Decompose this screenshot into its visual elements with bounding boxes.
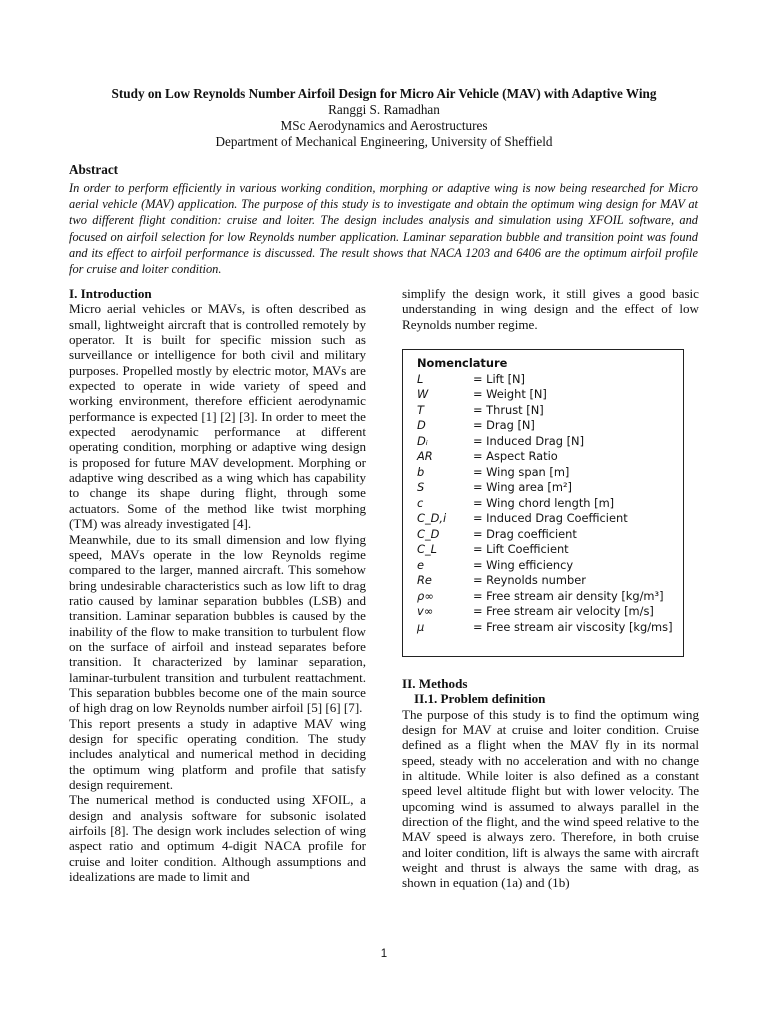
nomenclature-symbol: c — [417, 495, 424, 510]
nomenclature-row — [417, 372, 673, 388]
nomenclature-row — [417, 480, 673, 496]
nomenclature-description: = Wing span [m] — [473, 464, 570, 479]
author-department: Department of Mechanical Engineering, University of Sheffield — [215, 134, 553, 149]
intro-paragraph-4: The numerical method is conducted using XFOIL, a design and analysis software for subsonic isolated airfoils [8]. The design work includes selection of wing aspect ratio and optimum 4-digit NACA profile for cruise and loiter condition. Although assumptions and idealizations are made to limit and — [69, 792, 366, 885]
introduction-heading: I. Introduction — [69, 286, 152, 301]
nomenclature-row — [417, 434, 673, 450]
nomenclature-symbol: C_D,i — [417, 511, 447, 525]
nomenclature-symbol: C_D — [417, 526, 440, 541]
nomenclature-row — [417, 496, 673, 512]
nomenclature-row — [417, 620, 673, 636]
nomenclature-symbol: S — [417, 480, 425, 494]
nomenclature-row — [417, 558, 673, 574]
nomenclature-description: = Free stream air velocity [m/s] — [473, 604, 654, 618]
nomenclature-description: = Wing chord length [m] — [473, 495, 615, 510]
nomenclature-description: = Drag [N] — [473, 418, 535, 432]
abstract-section — [69, 162, 698, 277]
nomenclature-row — [417, 589, 673, 605]
nomenclature-row — [417, 573, 673, 589]
paper-title: Study on Low Reynolds Number Airfoil Design for Micro Air Vehicle (MAV) with Adaptive Wing — [111, 86, 657, 101]
nomenclature-symbol: AR — [417, 449, 433, 463]
problem-definition-heading: II.1. Problem definition — [414, 691, 546, 707]
methods-section — [402, 676, 699, 891]
nomenclature-row — [417, 465, 673, 481]
right-column-top — [402, 286, 699, 332]
intro-paragraph-3: This report presents a study in adaptive MAV wing design for specific operating condition. The study includes analytical and numerical method in deciding the optimum wing platform and profile that satisfy design requirement. — [69, 715, 366, 792]
nomenclature-description: = Reynolds number — [473, 573, 586, 587]
nomenclature-title: Nomenclature — [417, 356, 508, 370]
nomenclature-description: = Wing area [m²] — [473, 480, 572, 494]
nomenclature-symbol: W — [417, 387, 429, 401]
nomenclature-symbol: b — [417, 464, 425, 479]
nomenclature-box — [402, 349, 684, 657]
nomenclature-symbol: Dᵢ — [417, 433, 428, 448]
nomenclature-symbol: ρ∞ — [417, 588, 434, 603]
intro-continuation: simplify the design work, it still gives a good basic understanding in wing design and the effect of low Reynolds number regime. — [402, 286, 699, 332]
nomenclature-description: = Thrust [N] — [473, 402, 544, 417]
methods-text: The purpose of this study is to find the optimum wing design for MAV at cruise and loiter condition. Cruise defined as a flight when the MAV fly in its normal speed, steady with no acceleration and with no change in altitude. While loiter is also defined as a constant speed level altitude flight but with lower velocity. The upcoming wind is assumed to always parallel in the direction of the flight, and the wind speed relative to the MAV speed is always zero. Therefore, in both cruise and loiter condition, lift is always the same with aircraft weight and thrust is always the same with drag, as shown in equation (1a) and (1b) — [402, 706, 699, 891]
intro-paragraph-1: Micro aerial vehicles or MAVs, is often described as small, lightweight aircraft that is controlled remotely by operator. It is built for specific mission such as surveillance or intelligence for both civil and military purposes. Propelled mostly by electric motor, MAVs are expected to operate in wide variety of speed and working environment, therefore efficient aerodynamic performance is expected [1] [2] [3]. In order to meet the expected aerodynamic performance at different operating condition, morphing or adaptive wing design is proposed for future MAV development. Morphing or adaptive wing described as a wing which has capability to change its shape during flight, through some actuators. Some of the method like twist morphing (TM) was already investigated [4]. — [69, 301, 366, 532]
nomenclature-symbol: L — [417, 371, 424, 386]
left-column — [69, 286, 366, 884]
nomenclature-symbol: C_L — [417, 542, 437, 556]
intro-paragraph-2: Meanwhile, due to its small dimension and low flying speed, MAVs operate in the low Reynolds regime compared to the larger, manned aircraft. This somehow bring undesirable characteristics such as low lift to drag ratio caused by laminar separation bubbles (LSB) and transition. Laminar separation bubbles is caused by the inability of the flow to make transition to turbulent flow on the surface of airfoil and instead separates before transition. It characterized by laminar separation, laminar-turbulent transition and turbulent reattachment. This separation bubbles become one of the main source of high drag on low Reynolds number airfoil [5] [6] [7]. — [69, 531, 366, 716]
nomenclature-symbol: v∞ — [417, 604, 434, 618]
nomenclature-table — [417, 356, 673, 635]
nomenclature-row — [417, 527, 673, 543]
nomenclature-symbol: Re — [417, 573, 432, 587]
nomenclature-symbol: μ — [417, 619, 425, 634]
abstract-text: In order to perform efficiently in various working condition, morphing or adaptive wing is now being researched for Micro aerial vehicle (MAV) application. The purpose of this study is to investigate and obtain the optimum wing design for MAV at two different flight condition: cruise and loiter. The design includes analysis and simulation using XFOIL software, and focused on airfoil selection for low Reynolds number application. Laminar separation bubble and transition point was found and its effect to airfoil performance is discussed. The result shows that NACA 1203 and 6406 are the optimum airfoil profile for cruise and loiter condition. — [69, 181, 698, 277]
nomenclature-row — [417, 387, 673, 403]
nomenclature-description: = Induced Drag [N] — [473, 433, 585, 448]
nomenclature-description: = Free stream air viscosity [kg/ms] — [473, 619, 673, 634]
nomenclature-row — [417, 418, 673, 434]
nomenclature-symbol: D — [417, 418, 426, 432]
nomenclature-description: = Induced Drag Coefficient — [473, 511, 628, 525]
nomenclature-description: = Aspect Ratio — [473, 449, 558, 463]
abstract-heading: Abstract — [69, 162, 119, 177]
nomenclature-symbol: T — [417, 402, 424, 417]
nomenclature-row — [417, 604, 673, 620]
nomenclature-row — [417, 542, 673, 558]
author-name: Ranggi S. Ramadhan — [328, 102, 440, 117]
paper-header — [60, 86, 708, 150]
nomenclature-description: = Weight [N] — [473, 387, 547, 401]
nomenclature-description: = Free stream air density [kg/m³] — [473, 588, 664, 603]
methods-heading: II. Methods — [402, 676, 468, 691]
nomenclature-row — [417, 511, 673, 527]
author-program: MSc Aerodynamics and Aerostructures — [280, 118, 488, 133]
nomenclature-description: = Drag coefficient — [473, 526, 577, 541]
nomenclature-description: = Lift [N] — [473, 371, 525, 386]
nomenclature-description: = Wing efficiency — [473, 557, 574, 572]
nomenclature-description: = Lift Coefficient — [473, 542, 569, 556]
page-number: 1 — [380, 948, 388, 960]
nomenclature-symbol: e — [417, 557, 425, 572]
nomenclature-row — [417, 449, 673, 465]
nomenclature-row — [417, 403, 673, 419]
